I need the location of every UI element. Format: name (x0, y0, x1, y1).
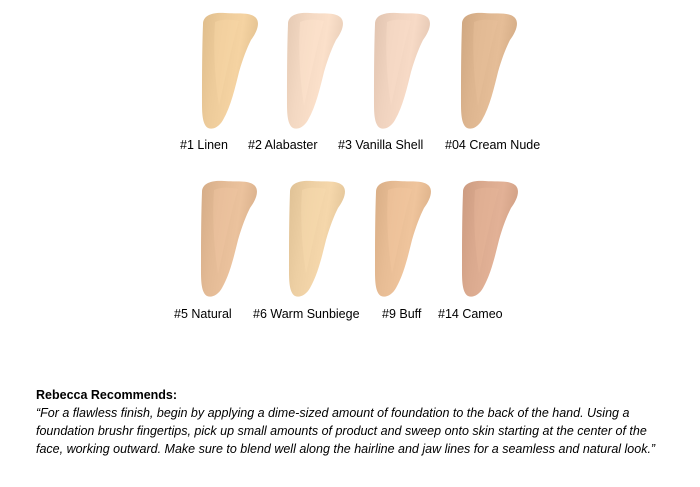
recommendation-text: “For a flawless finish, begin by applying a dime-sized amount of foundation to the back of the hand. Using a foundation brushr fingertips, pick up small amounts of product and sweep onto skin starting at the center of the face, working outward. Make sure to blend well along the hairline and jaw lines for a seamless and natural look.” (36, 406, 656, 456)
swatch-cream-nude (452, 10, 522, 132)
swatch-vanilla-shell (365, 10, 435, 132)
recommendation-block (36, 386, 676, 458)
shade-label-linen: #1 Linen (180, 138, 228, 152)
shade-label-alabaster: #2 Alabaster (248, 138, 318, 152)
recommendation-title: Rebecca Recommends: (36, 388, 178, 402)
shade-label-cream-nude: #04 Cream Nude (445, 138, 541, 152)
shade-label-natural: #5 Natural (174, 307, 232, 321)
swatch-cameo (453, 178, 523, 300)
swatch-linen (193, 10, 263, 132)
swatch-buff (366, 178, 436, 300)
shade-label-buff: #9 Buff (382, 307, 422, 321)
swatch-smear-graphic (366, 178, 436, 300)
shade-label-warm-sunbiege: #6 Warm Sunbiege (253, 307, 360, 321)
swatch-warm-sunbiege (280, 178, 350, 300)
swatch-natural (192, 178, 262, 300)
shade-label-vanilla-shell: #3 Vanilla Shell (338, 138, 424, 152)
swatch-smear-graphic (192, 178, 262, 300)
swatch-alabaster (278, 10, 348, 132)
shade-label-cameo: #14 Cameo (438, 307, 503, 321)
swatch-smear-graphic (280, 178, 350, 300)
swatch-smear-graphic (452, 10, 522, 132)
swatch-smear-graphic (453, 178, 523, 300)
swatch-smear-graphic (365, 10, 435, 132)
swatch-smear-graphic (193, 10, 263, 132)
swatch-smear-graphic (278, 10, 348, 132)
